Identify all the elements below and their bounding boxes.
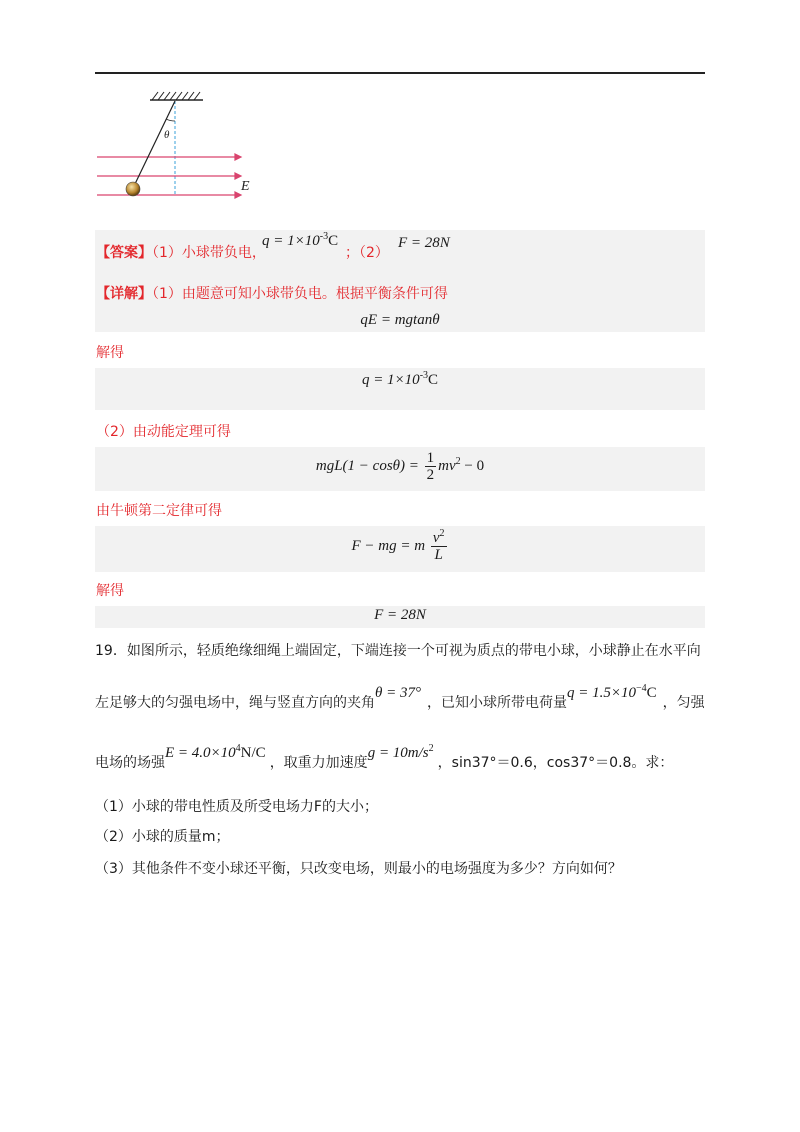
solve-label-2: 解得 (96, 583, 124, 599)
problem-line-2: 左足够大的匀强电场中，绳与竖直方向的夹角θ = 37°，已知小球所带电荷量$q = 1.5\times 10^{-4}C$，匀强 (95, 683, 705, 711)
equation-F: F = 28N (374, 607, 426, 623)
problem-line-1: 19．如图所示，轻质绝缘细绳上端固定，下端连接一个可视为质点的带电小球，小球静止在水平向 (95, 643, 701, 659)
detail-tag: 【详解】 (96, 286, 152, 302)
problem-line-3: 电场的场强$E = 4.0\times 10^4N/C$，取重力加速度$g = 10m/s^2$，sin37°＝0.6，cos37°＝0.8。求： (95, 743, 674, 771)
gravity-value: $g = 10m/s^2$ (367, 743, 434, 761)
theta-label: θ (164, 129, 170, 141)
answer-q-eq: $q = 1\times 10^{-3}C$ (262, 231, 339, 249)
solve-label-1: 解得 (96, 345, 124, 361)
question-2: （2）小球的质量m； (95, 829, 230, 845)
detail-line (96, 285, 448, 303)
answer-part1: （1）小球带负电， (152, 245, 266, 261)
pendulum-diagram (95, 88, 265, 208)
field-label: E (241, 179, 250, 194)
question-3: （3）其他条件不变小球还平衡，只改变电场，则最小的电场强度为多少？方向如何？ (95, 861, 622, 877)
equation-newton: F − mg = m $\frac{v^2}{L}$ (351, 528, 445, 563)
newton-label: 由牛顿第二定律可得 (96, 503, 222, 519)
answer-sep: ；（2） (345, 245, 389, 261)
top-rule (95, 72, 705, 74)
field-value: $E = 4.0\times 10^4N/C$ (165, 743, 266, 761)
charged-ball (126, 182, 140, 196)
theta-value: θ = 37° (375, 685, 421, 701)
question-1: （1）小球的带电性质及所受电场力F的大小； (95, 799, 378, 815)
part2-label: （2）由动能定理可得 (96, 424, 231, 440)
answer-F-eq: F = 28N (398, 235, 450, 251)
detail-text: （1）由题意可知小球带负电。根据平衡条件可得 (152, 286, 448, 302)
answer-line (96, 244, 266, 262)
equation-qE: qE = mgtanθ (360, 312, 440, 328)
equation-q: $q = 1\times 10^{-3}C$ (361, 370, 439, 388)
answer-tag: 【答案】 (96, 245, 152, 261)
equation-energy: mgL(1 − cosθ) = $\frac{1}{2}$ $mv^2 - 0$ (315, 450, 485, 483)
charge-value: $q = 1.5\times 10^{-4}C$ (567, 683, 657, 701)
